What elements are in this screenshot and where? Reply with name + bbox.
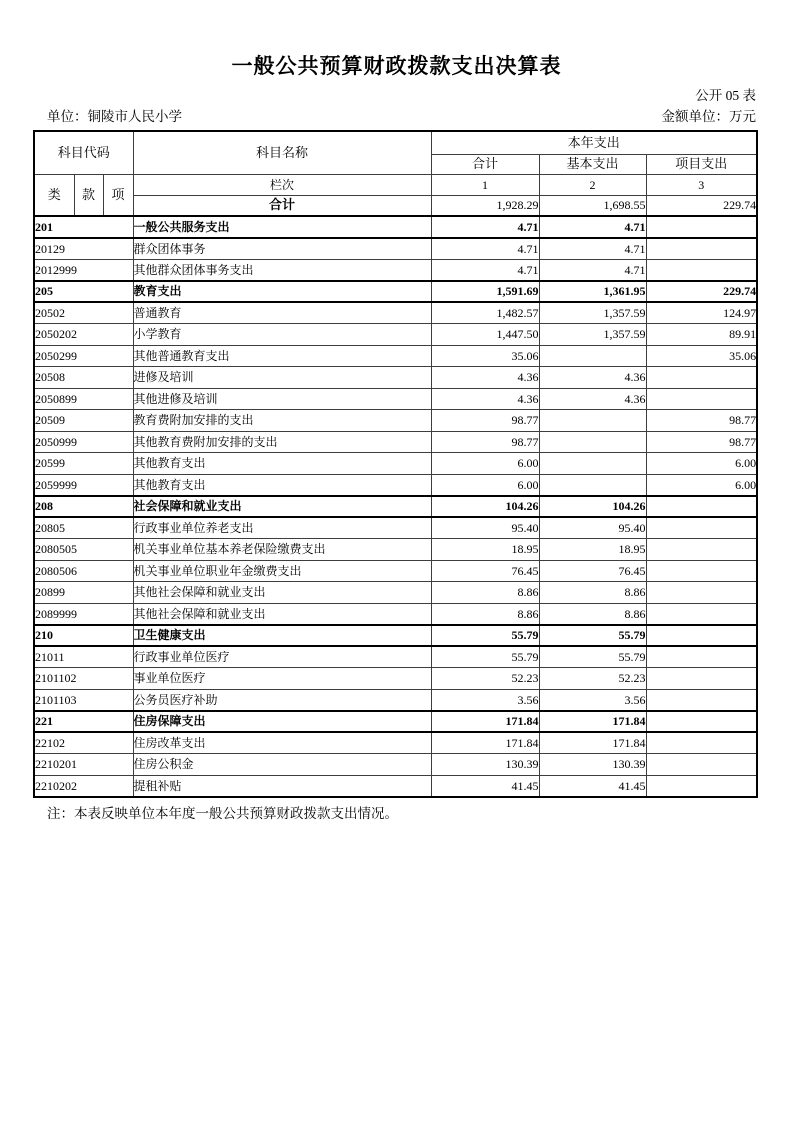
project-value-cell xyxy=(646,238,757,260)
subject-name-cell: 住房公积金 xyxy=(133,754,431,776)
subject-name-cell: 住房改革支出 xyxy=(133,732,431,754)
total-value-cell: 4.36 xyxy=(431,388,539,410)
table-row xyxy=(34,668,757,690)
table-row xyxy=(34,238,757,260)
total-value-cell: 8.86 xyxy=(431,603,539,625)
total-value-cell: 52.23 xyxy=(431,668,539,690)
project-value-cell xyxy=(646,603,757,625)
subject-code-cell: 208 xyxy=(34,496,133,518)
subject-name-cell: 其他教育支出 xyxy=(133,453,431,475)
project-value-cell: 229.74 xyxy=(646,281,757,303)
basic-value-cell: 55.79 xyxy=(539,646,646,668)
summary-row xyxy=(34,195,757,216)
project-value-cell xyxy=(646,689,757,711)
header-row-1 xyxy=(34,131,757,154)
total-value-cell: 98.77 xyxy=(431,431,539,453)
table-row xyxy=(34,216,757,238)
basic-value-cell: 18.95 xyxy=(539,539,646,561)
table-row xyxy=(34,689,757,711)
subject-code-cell: 210 xyxy=(34,625,133,647)
total-value-cell: 1,482.57 xyxy=(431,302,539,324)
table-note: 注：本表反映单位本年度一般公共预算财政拨款支出情况。 xyxy=(47,805,398,821)
subject-code-cell: 2050299 xyxy=(34,345,133,367)
table-row xyxy=(34,302,757,324)
basic-value-cell: 8.86 xyxy=(539,603,646,625)
subject-code-cell: 2012999 xyxy=(34,259,133,281)
basic-value-cell: 1,357.59 xyxy=(539,302,646,324)
project-value-cell: 6.00 xyxy=(646,453,757,475)
header-item: 项 xyxy=(103,174,133,216)
total-value-cell: 6.00 xyxy=(431,474,539,496)
basic-value-cell: 76.45 xyxy=(539,560,646,582)
subject-name-cell: 住房保障支出 xyxy=(133,711,431,733)
subject-code-cell: 20805 xyxy=(34,517,133,539)
column-number-1: 1 xyxy=(431,174,539,195)
total-value-cell: 3.56 xyxy=(431,689,539,711)
header-row-3 xyxy=(34,174,757,195)
subject-code-cell: 2210201 xyxy=(34,754,133,776)
table-row xyxy=(34,603,757,625)
total-value-cell: 6.00 xyxy=(431,453,539,475)
basic-value-cell: 104.26 xyxy=(539,496,646,518)
basic-value-cell: 4.36 xyxy=(539,367,646,389)
subject-code-cell: 2080505 xyxy=(34,539,133,561)
summary-total-value: 1,928.29 xyxy=(431,195,539,216)
project-value-cell xyxy=(646,668,757,690)
subject-code-cell: 2059999 xyxy=(34,474,133,496)
project-value-cell xyxy=(646,711,757,733)
subject-name-cell: 一般公共服务支出 xyxy=(133,216,431,238)
subject-name-cell: 群众团体事务 xyxy=(133,238,431,260)
project-value-cell: 98.77 xyxy=(646,410,757,432)
subject-name-cell: 机关事业单位基本养老保险缴费支出 xyxy=(133,539,431,561)
subject-code-cell: 205 xyxy=(34,281,133,303)
subject-code-cell: 201 xyxy=(34,216,133,238)
subject-code-cell: 22102 xyxy=(34,732,133,754)
basic-value-cell: 1,357.59 xyxy=(539,324,646,346)
project-value-cell xyxy=(646,582,757,604)
expenditure-table xyxy=(33,130,758,798)
total-value-cell: 1,591.69 xyxy=(431,281,539,303)
basic-value-cell: 3.56 xyxy=(539,689,646,711)
table-row xyxy=(34,410,757,432)
project-value-cell xyxy=(646,646,757,668)
subject-name-cell: 其他社会保障和就业支出 xyxy=(133,582,431,604)
basic-value-cell xyxy=(539,345,646,367)
basic-value-cell: 4.71 xyxy=(539,259,646,281)
table-row xyxy=(34,324,757,346)
basic-value-cell: 4.71 xyxy=(539,216,646,238)
total-value-cell: 55.79 xyxy=(431,646,539,668)
subject-code-cell: 221 xyxy=(34,711,133,733)
project-value-cell xyxy=(646,732,757,754)
total-value-cell: 76.45 xyxy=(431,560,539,582)
table-row xyxy=(34,539,757,561)
project-value-cell xyxy=(646,539,757,561)
subject-name-cell: 小学教育 xyxy=(133,324,431,346)
total-value-cell: 4.36 xyxy=(431,367,539,389)
column-number-3: 3 xyxy=(646,174,757,195)
total-value-cell: 4.71 xyxy=(431,238,539,260)
subject-code-cell: 20508 xyxy=(34,367,133,389)
subject-name-cell: 卫生健康支出 xyxy=(133,625,431,647)
subject-name-cell: 教育支出 xyxy=(133,281,431,303)
basic-value-cell: 130.39 xyxy=(539,754,646,776)
table-row xyxy=(34,388,757,410)
table-row xyxy=(34,625,757,647)
total-value-cell: 98.77 xyxy=(431,410,539,432)
total-value-cell: 104.26 xyxy=(431,496,539,518)
subject-name-cell: 行政事业单位医疗 xyxy=(133,646,431,668)
table-row xyxy=(34,646,757,668)
total-value-cell: 35.06 xyxy=(431,345,539,367)
project-value-cell: 124.97 xyxy=(646,302,757,324)
total-value-cell: 171.84 xyxy=(431,711,539,733)
subject-code-cell: 20502 xyxy=(34,302,133,324)
basic-value-cell: 171.84 xyxy=(539,711,646,733)
subject-code-cell: 20599 xyxy=(34,453,133,475)
amount-unit-label: 金额单位：万元 xyxy=(661,109,756,124)
subject-code-cell: 21011 xyxy=(34,646,133,668)
total-value-cell: 171.84 xyxy=(431,732,539,754)
header-subject-code: 科目代码 xyxy=(34,131,133,174)
total-value-cell: 8.86 xyxy=(431,582,539,604)
project-value-cell xyxy=(646,496,757,518)
subject-name-cell: 事业单位医疗 xyxy=(133,668,431,690)
subject-name-cell: 机关事业单位职业年金缴费支出 xyxy=(133,560,431,582)
project-value-cell: 89.91 xyxy=(646,324,757,346)
subject-name-cell: 其他社会保障和就业支出 xyxy=(133,603,431,625)
basic-value-cell: 4.36 xyxy=(539,388,646,410)
basic-value-cell: 8.86 xyxy=(539,582,646,604)
table-row xyxy=(34,281,757,303)
total-value-cell: 55.79 xyxy=(431,625,539,647)
table-row xyxy=(34,496,757,518)
basic-value-cell xyxy=(539,431,646,453)
project-value-cell xyxy=(646,517,757,539)
table-row xyxy=(34,732,757,754)
project-value-cell xyxy=(646,775,757,797)
basic-value-cell: 52.23 xyxy=(539,668,646,690)
basic-value-cell xyxy=(539,410,646,432)
project-value-cell xyxy=(646,259,757,281)
subject-code-cell: 2050899 xyxy=(34,388,133,410)
subject-name-cell: 提租补贴 xyxy=(133,775,431,797)
subject-name-cell: 其他教育支出 xyxy=(133,474,431,496)
header-current-year-expenditure: 本年支出 xyxy=(431,131,757,154)
table-row xyxy=(34,345,757,367)
table-row xyxy=(34,775,757,797)
header-total: 合计 xyxy=(431,154,539,174)
basic-value-cell xyxy=(539,453,646,475)
basic-value-cell: 4.71 xyxy=(539,238,646,260)
subject-code-cell: 20899 xyxy=(34,582,133,604)
subject-code-cell: 20509 xyxy=(34,410,133,432)
table-row xyxy=(34,582,757,604)
header-basic-expenditure: 基本支出 xyxy=(539,154,646,174)
total-value-cell: 41.45 xyxy=(431,775,539,797)
project-value-cell xyxy=(646,388,757,410)
basic-value-cell: 171.84 xyxy=(539,732,646,754)
basic-value-cell xyxy=(539,474,646,496)
project-value-cell xyxy=(646,754,757,776)
table-row xyxy=(34,711,757,733)
table-row xyxy=(34,431,757,453)
unit-label: 单位：铜陵市人民小学 xyxy=(47,109,182,124)
subject-code-cell: 2050202 xyxy=(34,324,133,346)
subject-code-cell: 2210202 xyxy=(34,775,133,797)
table-row xyxy=(34,367,757,389)
header-class: 类 xyxy=(34,174,74,216)
table-row xyxy=(34,517,757,539)
project-value-cell xyxy=(646,560,757,582)
column-index-label: 栏次 xyxy=(133,174,431,195)
project-value-cell xyxy=(646,625,757,647)
subject-code-cell: 2050999 xyxy=(34,431,133,453)
basic-value-cell: 95.40 xyxy=(539,517,646,539)
page-title: 一般公共预算财政拨款支出决算表 xyxy=(231,55,562,78)
subject-code-cell: 2101103 xyxy=(34,689,133,711)
subject-code-cell: 20129 xyxy=(34,238,133,260)
subject-code-cell: 2080506 xyxy=(34,560,133,582)
table-row xyxy=(34,453,757,475)
basic-value-cell: 1,361.95 xyxy=(539,281,646,303)
total-value-cell: 95.40 xyxy=(431,517,539,539)
project-value-cell: 35.06 xyxy=(646,345,757,367)
summary-basic-value: 1,698.55 xyxy=(539,195,646,216)
table-row xyxy=(34,754,757,776)
subject-name-cell: 公务员医疗补助 xyxy=(133,689,431,711)
basic-value-cell: 41.45 xyxy=(539,775,646,797)
meta-row xyxy=(33,108,756,125)
total-value-cell: 18.95 xyxy=(431,539,539,561)
project-value-cell xyxy=(646,367,757,389)
total-value-cell: 130.39 xyxy=(431,754,539,776)
subject-name-cell: 其他教育费附加安排的支出 xyxy=(133,431,431,453)
subject-name-cell: 普通教育 xyxy=(133,302,431,324)
project-value-cell: 98.77 xyxy=(646,431,757,453)
column-number-2: 2 xyxy=(539,174,646,195)
header-section: 款 xyxy=(74,174,103,216)
subject-name-cell: 其他普通教育支出 xyxy=(133,345,431,367)
subject-name-cell: 其他进修及培训 xyxy=(133,388,431,410)
table-row xyxy=(34,560,757,582)
header-subject-name: 科目名称 xyxy=(133,131,431,174)
summary-project-value: 229.74 xyxy=(646,195,757,216)
subject-name-cell: 其他群众团体事务支出 xyxy=(133,259,431,281)
basic-value-cell: 55.79 xyxy=(539,625,646,647)
subject-name-cell: 行政事业单位养老支出 xyxy=(133,517,431,539)
table-number-label: 公开 05 表 xyxy=(695,88,756,103)
project-value-cell: 6.00 xyxy=(646,474,757,496)
table-row xyxy=(34,474,757,496)
subject-name-cell: 社会保障和就业支出 xyxy=(133,496,431,518)
subject-name-cell: 教育费附加安排的支出 xyxy=(133,410,431,432)
subject-name-cell: 进修及培训 xyxy=(133,367,431,389)
header-project-expenditure: 项目支出 xyxy=(646,154,757,174)
total-value-cell: 4.71 xyxy=(431,259,539,281)
total-value-cell: 1,447.50 xyxy=(431,324,539,346)
summary-label: 合计 xyxy=(133,195,431,216)
total-value-cell: 4.71 xyxy=(431,216,539,238)
subject-code-cell: 2089999 xyxy=(34,603,133,625)
table-row xyxy=(34,259,757,281)
subject-code-cell: 2101102 xyxy=(34,668,133,690)
project-value-cell xyxy=(646,216,757,238)
